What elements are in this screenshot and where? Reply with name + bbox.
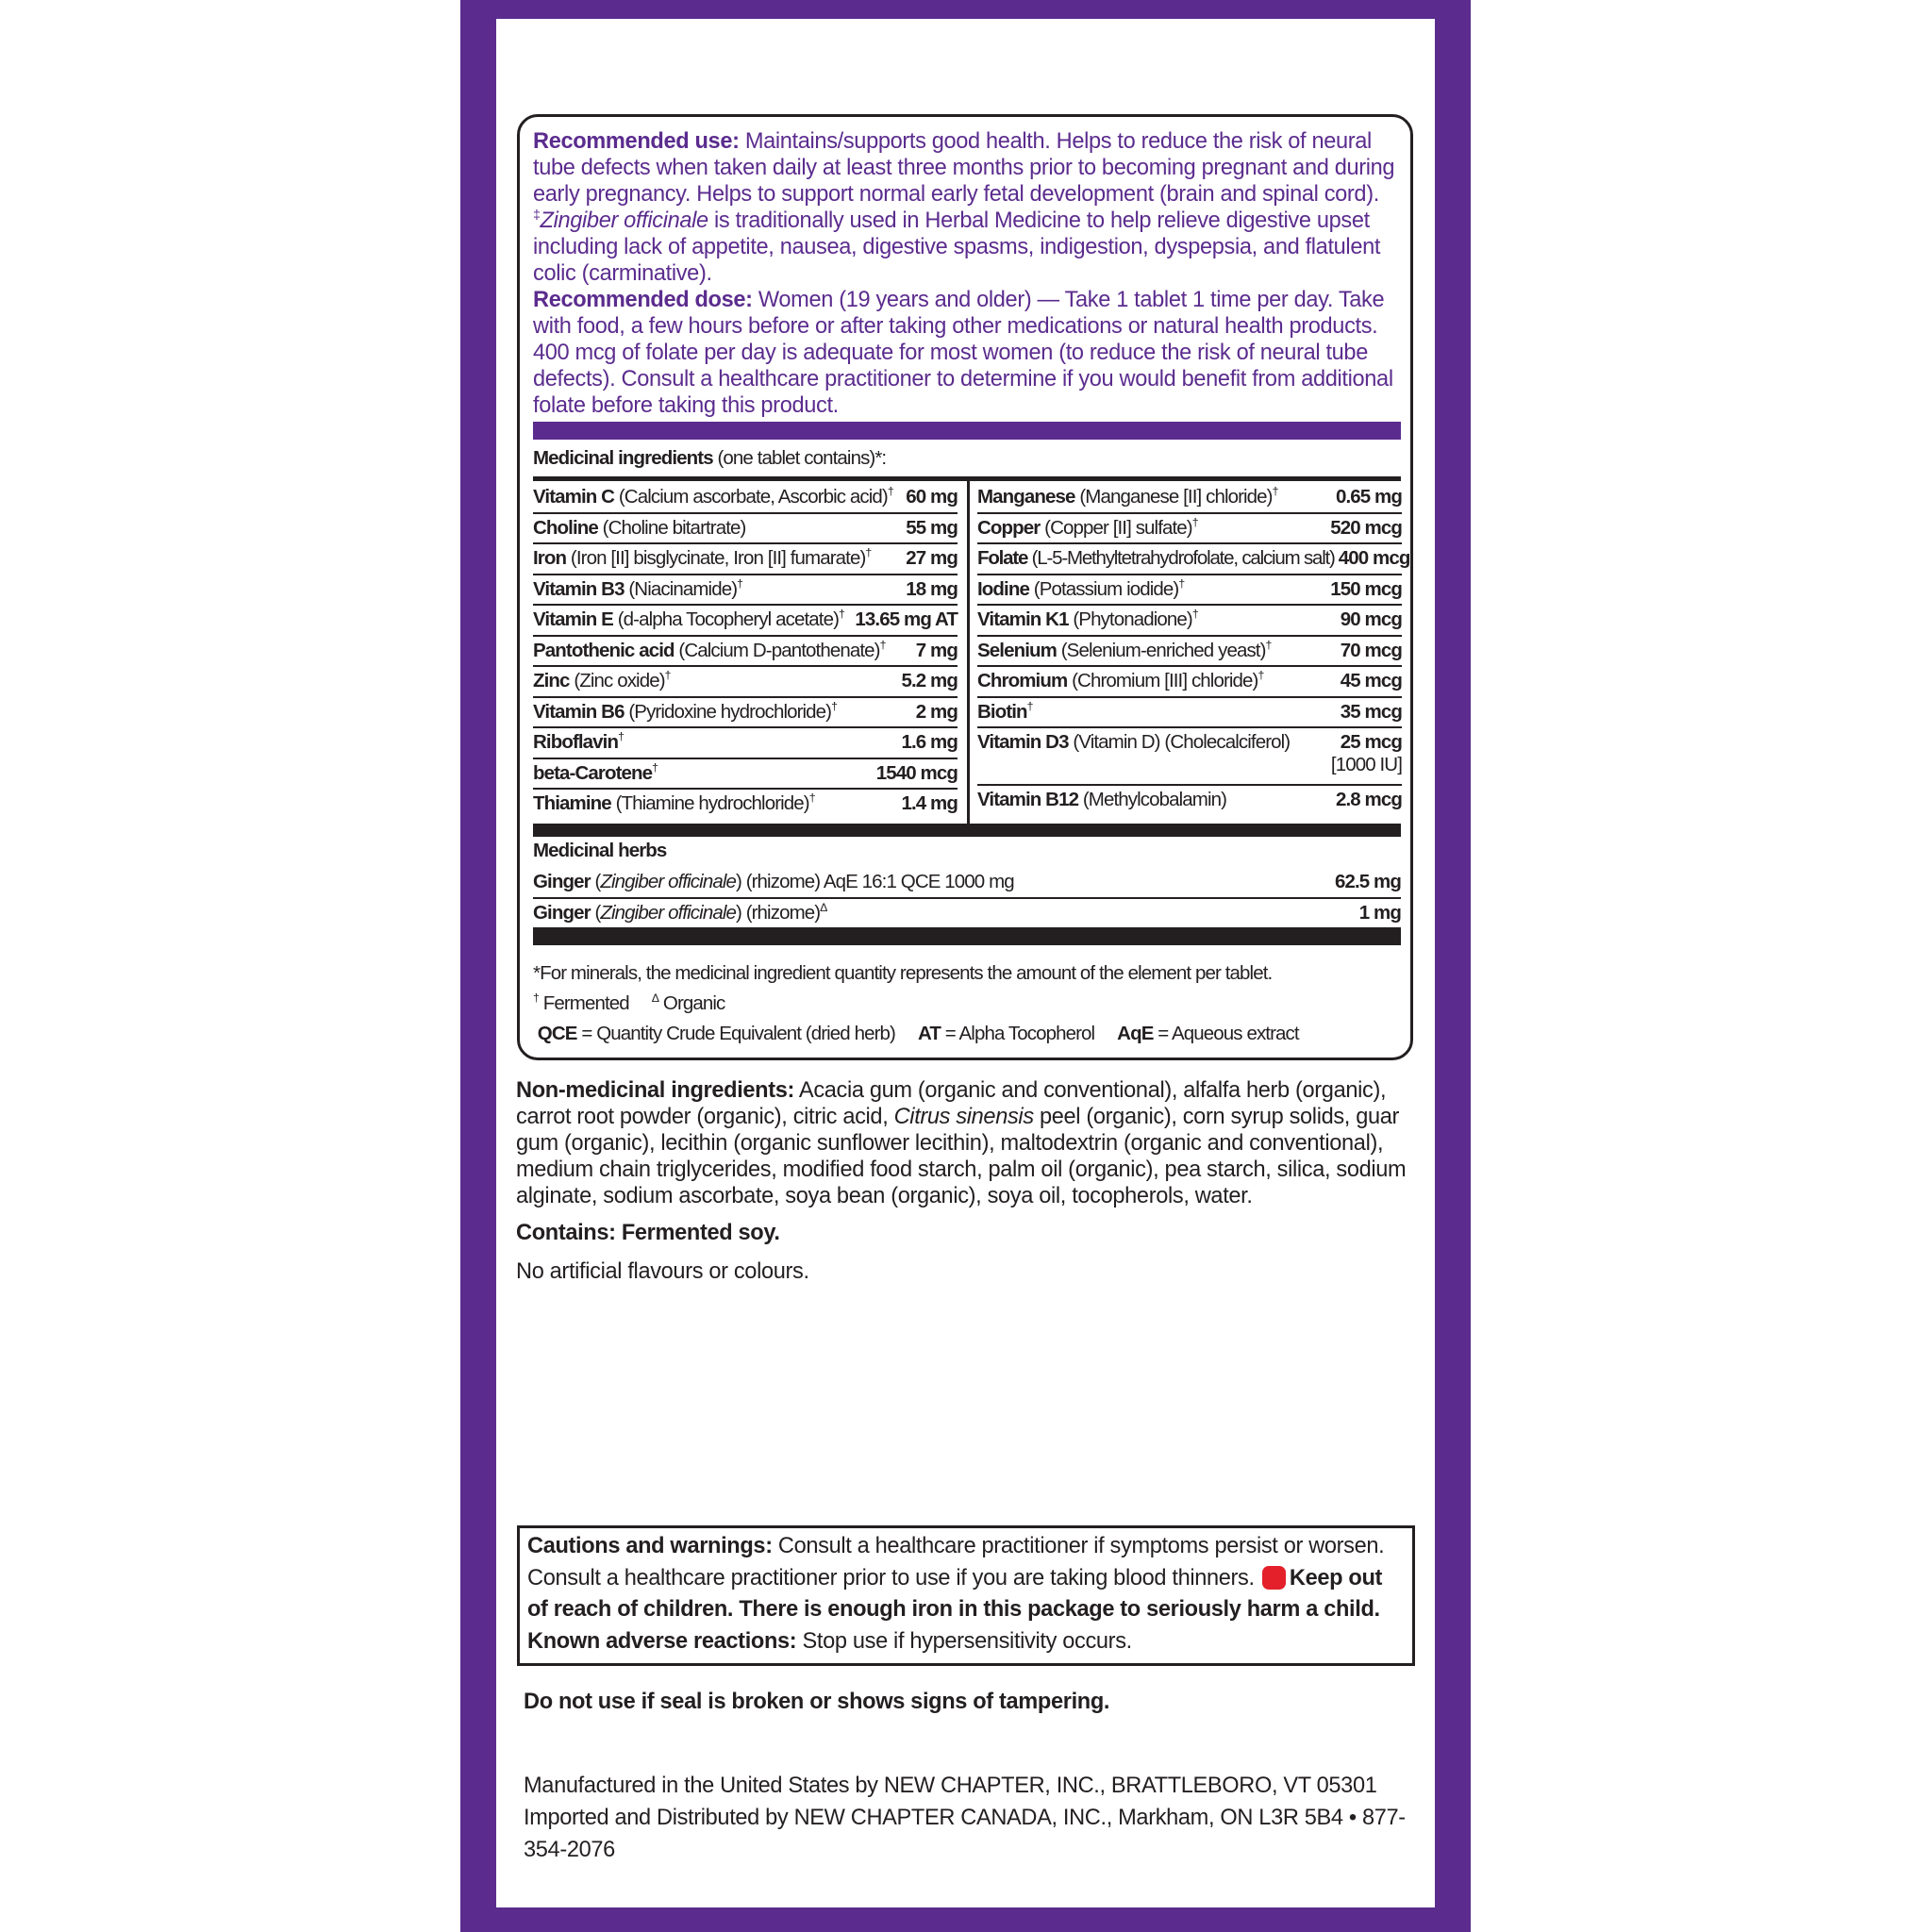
ingredient-row: Copper (Copper [II] sulfate)† 520 mcg [977,514,1402,545]
no-artificial-statement: No artificial flavours or colours. [516,1259,809,1284]
column-divider [967,476,970,837]
ingredient-row: Vitamin B6 (Pyridoxine hydrochloride)† 2 mg [533,698,958,729]
ingredient-row: Selenium (Selenium-enriched yeast)† 70 mcg [977,637,1402,668]
ingredient-amount: 45 mcg [1340,670,1402,691]
distributor-line: Imported and Distributed by NEW CHAPTER CANADA, INC., Markham, ON L3R 5B4 • 877-354-2076 [524,1806,1406,1862]
ingredients-right-column [977,483,1410,817]
ingredient-amount: 7 mg [915,639,958,661]
ingredient-row: Folate (L-5-Methyltetrahydrofolate, calcium salt) 400 mcg [977,544,1402,575]
stop-sign-icon [1262,1566,1286,1590]
ingredient-amount: 150 mcg [1330,577,1402,600]
recommended-use: Recommended use: Maintains/supports good health. Helps to reduce the risk of neural tube defects when taken daily at least three months prior to becoming pregnant and during early pregnancy. Helps to support normal early fetal development (brain and spinal cord). ‡Zingiber officinale is traditionally used in Herbal Medicine to help relieve digestive upset including lack of appetite, nausea, digestive spasms, indigestion, dyspepsia, and flatulent colic (carminative). [533,129,1395,286]
ingredient-row: Vitamin B12 (Methylcobalamin) 2.8 mcg [977,789,1402,810]
footnotes [533,958,1401,1049]
medicinal-herbs-heading: Medicinal herbs [533,840,667,861]
ingredient-row: Vitamin D3 (Vitamin D) (Cholecalciferol) 25 mcg [1000 IU] [977,728,1402,786]
ingredient-row: Pantothenic acid (Calcium D-pantothenate)† 7 mg [533,637,958,668]
contains-statement: Contains: Fermented soy. [516,1221,780,1245]
ingredient-amount: 13.65 mg AT [855,608,958,630]
ingredient-row: Zinc (Zinc oxide)† 5.2 mg [533,667,958,698]
section-divider [533,422,1401,440]
ingredient-row: Manganese (Manganese [II] chloride)† 0.65 mg [977,483,1402,514]
herb-row: Ginger (Zingiber officinale) (rhizome) AqE 16:1 QCE 1000 mg 62.5 mg [533,868,1401,899]
ingredient-row: Vitamin B3 (Niacinamide)† 18 mg [533,575,958,607]
ingredient-row: Thiamine (Thiamine hydrochloride)† 1.4 mg [533,791,958,814]
ingredient-amount-iu: [1000 IU] [1330,754,1402,775]
warnings-text: Cautions and warnings: Consult a healthcare practitioner if symptoms persist or worsen. Consult a healthcare practitioner prior to use if you are taking blood thinners. Keep out of reach of children. There is enough iron in this package to seriously harm a child. Known adverse reactions: Stop use if hypersensitivity occurs. [527,1534,1385,1654]
manufacturer-line: Manufactured in the United States by NEW CHAPTER, INC., BRATTLEBORO, VT 05301 [524,1774,1377,1798]
ingredient-row: beta-Carotene† 1540 mcg [533,759,958,791]
minerals-note: *For minerals, the medicinal ingredient quantity represents the amount of the element per tablet. [533,962,1273,984]
ingredient-row: Iron (Iron [II] bisglycinate, Iron [II] fumarate)† 27 mg [533,544,958,575]
medicinal-ingredients-heading: Medicinal ingredients (one tablet contains)*: [533,447,887,469]
ingredients-left-column [533,483,958,821]
herb-row: Ginger (Zingiber officinale) (rhizome)$^\Delta$ 1 mg [533,901,1401,924]
ingredient-amount: 55 mg [906,516,958,539]
recommended-dose: Recommended dose: Women (19 years and older) — Take 1 tablet 1 time per day. Take with food, a few hours before or after taking other medications or natural health products. 400 mcg of folate per day is adequate for most women (to reduce the risk of neural tube defects). Consult a healthcare practitioner to determine if you would benefit from additional folate before taking this product. [533,288,1393,418]
ingredient-amount: 0.65 mg [1335,486,1402,508]
ingredient-row: Vitamin C (Calcium ascorbate, Ascorbic acid)† 60 mg [533,483,958,514]
ingredient-amount: 400 mcg [1338,547,1410,569]
non-medicinal-ingredients: Non-medicinal ingredients: Acacia gum (organic and conventional), alfalfa herb (organic), carrot root powder (organic), citric acid, Citrus sinensis peel (organic), corn syrup solids, guar gum (organic), lecithin (organic sunflower lecithin), maltodextrin (organic and conventional), medium chain triglycerides, modified food starch, palm oil (organic), pea starch, silica, sodium alginate, sodium ascorbate, soya bean (organic), soya oil, tocopherols, water. [516,1078,1407,1208]
ingredient-row: Biotin† 35 mcg [977,698,1402,729]
medicinal-herbs-section [533,838,1401,930]
ingredient-row: Iodine (Potassium iodide)† 150 mcg [977,575,1402,607]
ingredient-row: Chromium (Chromium [III] chloride)† 45 mcg [977,667,1402,698]
herbs-top-rule [533,824,1401,837]
ingredient-amount: 25 mcg [1340,731,1402,753]
herb-amount: 62.5 mg [1334,871,1401,892]
ingredient-amount: 1.6 mg [901,731,958,753]
ingredient-amount: 520 mcg [1330,516,1402,539]
ingredient-row: Vitamin E (d-alpha Tocopheryl acetate)† 13.65 mg AT [533,606,958,637]
ingredient-row: Riboflavin† 1.6 mg [533,728,958,759]
ingredient-amount: 60 mg [906,486,958,508]
herb-amount: 1 mg [1358,902,1401,924]
symbol-legend: † Fermented $^\Delta$ Organic [533,991,725,1014]
abbreviation-legend: QCE = Quantity Crude Equivalent (dried herb) AT = Alpha Tocopherol AqE = Aqueous extract [537,1023,1299,1044]
ingredient-row: Choline (Choline bitartrate) 55 mg [533,514,958,545]
ingredient-amount: 1.4 mg [901,792,958,814]
ingredient-amount: 2.8 mcg [1335,789,1402,810]
ingredient-row: Vitamin K1 (Phytonadione)† 90 mcg [977,606,1402,637]
ingredient-amount: 90 mcg [1340,608,1402,630]
ingredient-amount: 1540 mcg [875,761,958,784]
tamper-warning: Do not use if seal is broken or shows signs of tampering. [524,1690,1110,1714]
recommended-section [533,128,1401,419]
ingredient-amount: 18 mg [906,577,958,600]
ingredient-amount: 2 mg [915,700,958,723]
ingredient-amount: 70 mcg [1340,639,1402,661]
ingredient-amount: 35 mcg [1340,700,1402,723]
ingredient-amount: 27 mg [906,547,958,569]
manufacturer-info [524,1770,1429,1866]
ingredient-amount: 5.2 mg [901,670,958,691]
herbs-bottom-rule [533,927,1401,945]
